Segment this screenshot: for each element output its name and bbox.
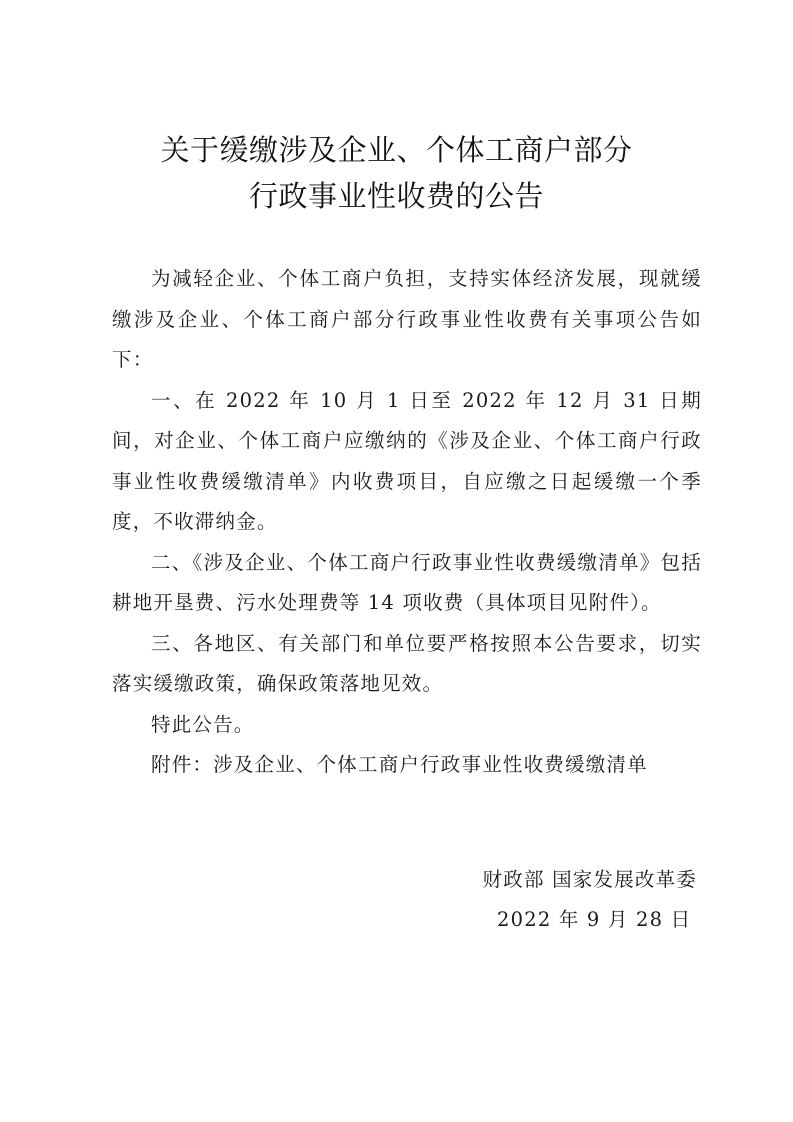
- document-title-line-1: 关于缓缴涉及企业、个体工商户部分: [160, 133, 633, 167]
- document-body: [112, 259, 702, 786]
- document-title-line-2: 行政事业性收费的公告: [248, 179, 544, 213]
- signature-organizations: 财政部 国家发展改革委: [482, 868, 697, 891]
- paragraph-item-2: 二、《涉及企业、个体工商户行政事业性收费缓缴清单》包括耕地开垦费、污水处理费等 14 项收费（具体项目见附件）。: [112, 550, 702, 614]
- paragraph-closing: 特此公告。: [151, 712, 255, 736]
- paragraph-item-3: 三、各地区、有关部门和单位要严格按照本公告要求，切实落实缓缴政策，确保政策落地见效。: [112, 631, 702, 695]
- paragraph-attachment: 附件：涉及企业、个体工商户行政事业性收费缓缴清单: [151, 753, 648, 776]
- paragraph-intro: 为减轻企业、个体工商户负担，支持实体经济发展，现就缓缴涉及企业、个体工商户部分行政事业性收费有关事项公告如下：: [112, 267, 702, 371]
- paragraph-item-1: 一、在 2022 年 10 月 1 日至 2022 年 12 月 31 日期间，对企业、个体工商户应缴纳的《涉及企业、个体工商户行政事业性收费缓缴清单》内收费项目，自应缴之日起缓缴一个季度，不收滞纳金。: [112, 388, 702, 533]
- signature-date: 2022 年 9 月 28 日: [497, 908, 692, 931]
